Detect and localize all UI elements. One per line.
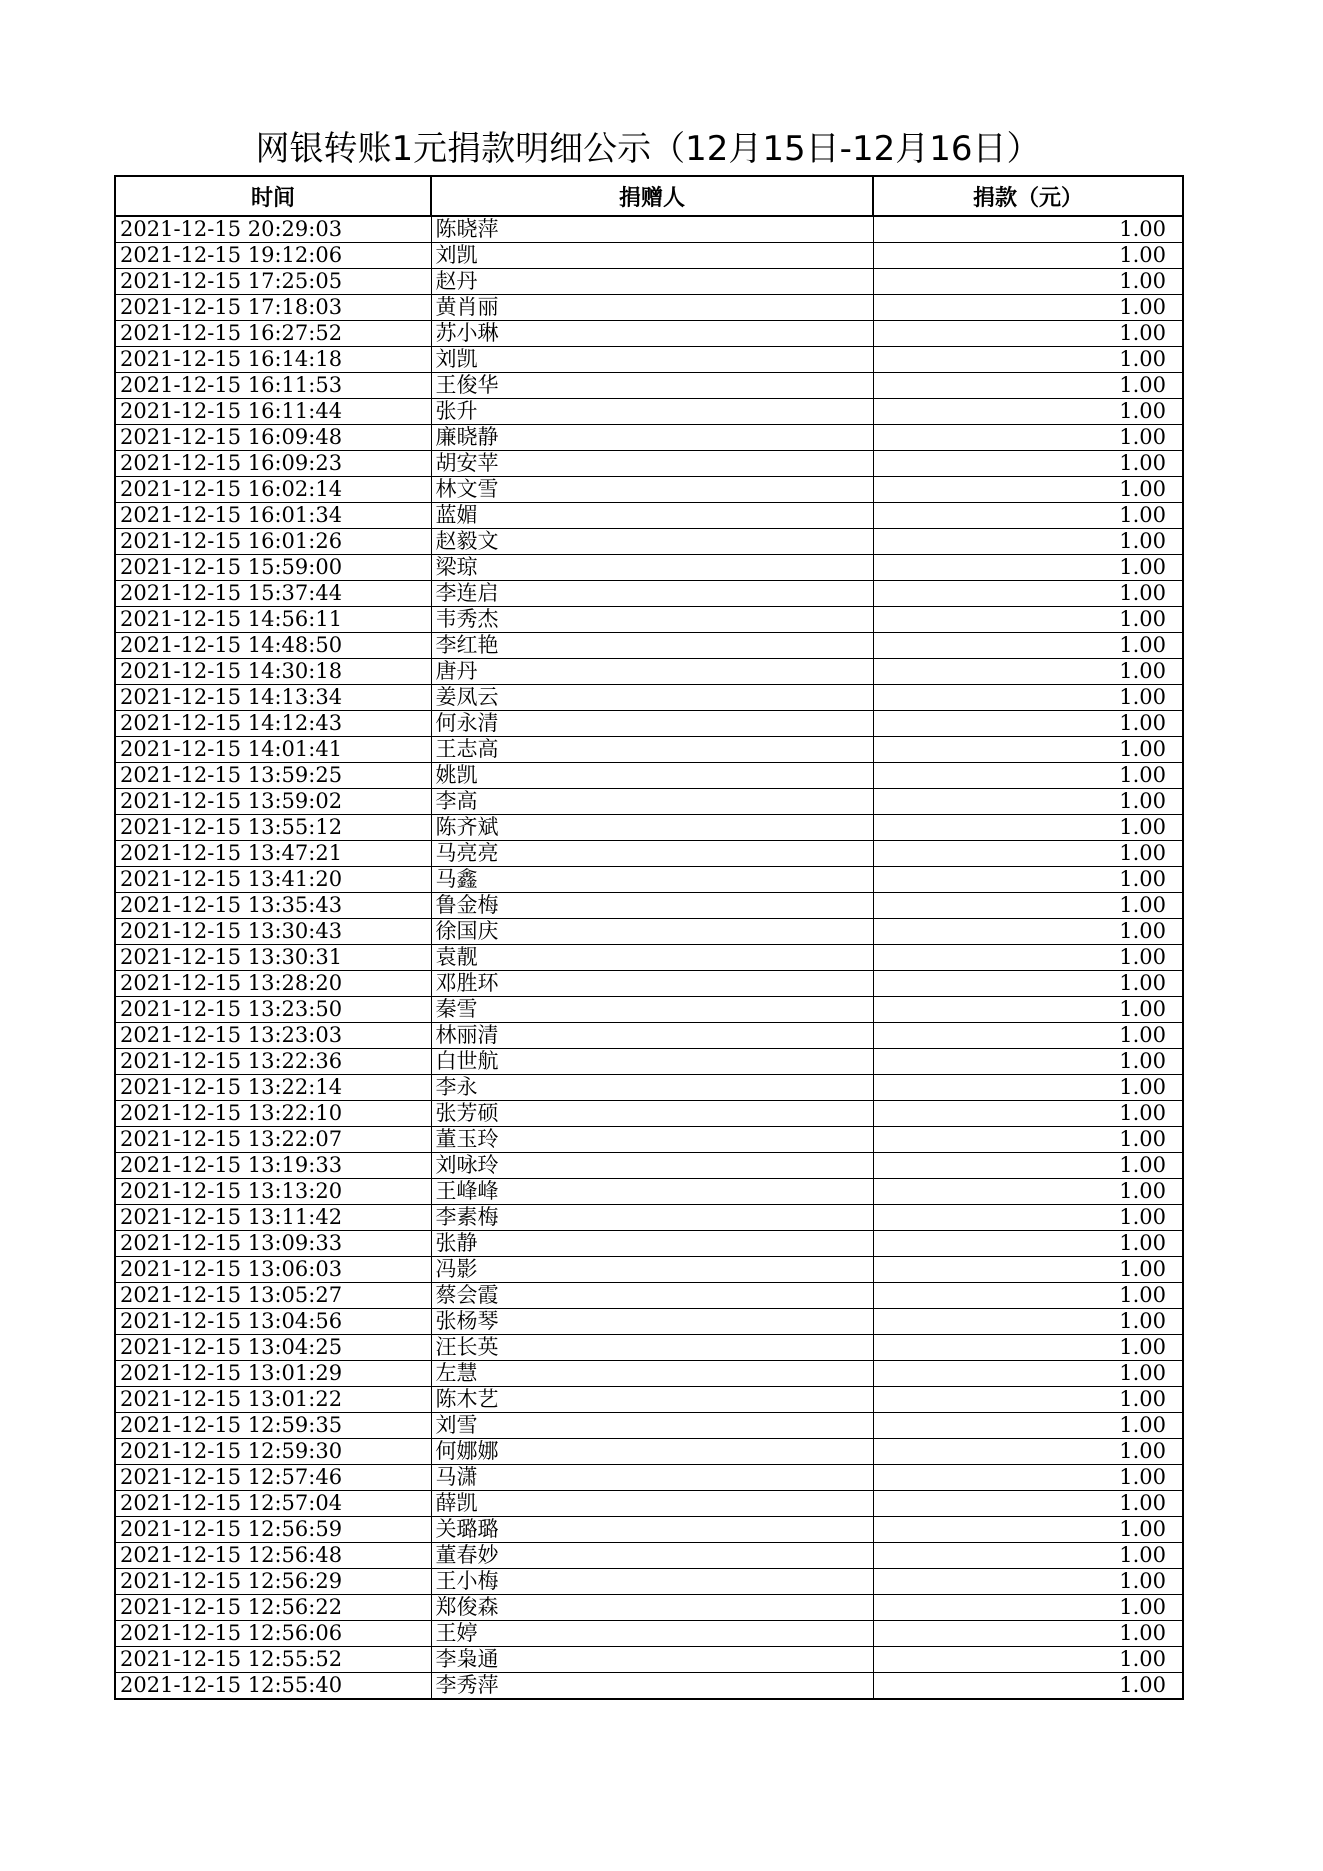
cell-donor: 王婷	[431, 1621, 873, 1647]
cell-donor: 李高	[431, 789, 873, 815]
cell-donor: 韦秀杰	[431, 607, 873, 633]
table-row	[115, 1309, 1183, 1335]
table-row	[115, 1257, 1183, 1283]
cell-donor: 胡安苹	[431, 451, 873, 477]
table-row	[115, 1023, 1183, 1049]
cell-donor: 张静	[431, 1231, 873, 1257]
cell-amount: 1.00	[873, 321, 1183, 347]
table-body	[115, 216, 1183, 1699]
cell-donor: 梁琼	[431, 555, 873, 581]
cell-amount: 1.00	[873, 373, 1183, 399]
header-amount: 捐款（元）	[873, 176, 1183, 216]
cell-time: 2021-12-15 13:28:20	[115, 971, 431, 997]
table-row	[115, 1465, 1183, 1491]
cell-time: 2021-12-15 13:22:14	[115, 1075, 431, 1101]
cell-amount: 1.00	[873, 1361, 1183, 1387]
cell-time: 2021-12-15 13:19:33	[115, 1153, 431, 1179]
cell-amount: 1.00	[873, 815, 1183, 841]
table-row	[115, 1621, 1183, 1647]
cell-amount: 1.00	[873, 216, 1183, 243]
cell-time: 2021-12-15 12:56:22	[115, 1595, 431, 1621]
table-row	[115, 1049, 1183, 1075]
cell-donor: 王小梅	[431, 1569, 873, 1595]
cell-amount: 1.00	[873, 243, 1183, 269]
cell-donor: 姚凯	[431, 763, 873, 789]
cell-time: 2021-12-15 12:57:46	[115, 1465, 431, 1491]
cell-donor: 刘凯	[431, 347, 873, 373]
cell-time: 2021-12-15 13:35:43	[115, 893, 431, 919]
cell-amount: 1.00	[873, 399, 1183, 425]
cell-amount: 1.00	[873, 1231, 1183, 1257]
cell-amount: 1.00	[873, 1075, 1183, 1101]
cell-amount: 1.00	[873, 1595, 1183, 1621]
cell-donor: 马鑫	[431, 867, 873, 893]
cell-time: 2021-12-15 13:22:10	[115, 1101, 431, 1127]
table-row	[115, 347, 1183, 373]
table-header-row	[115, 176, 1183, 216]
cell-amount: 1.00	[873, 1647, 1183, 1673]
cell-donor: 邓胜环	[431, 971, 873, 997]
cell-amount: 1.00	[873, 1257, 1183, 1283]
cell-time: 2021-12-15 16:01:26	[115, 529, 431, 555]
cell-amount: 1.00	[873, 997, 1183, 1023]
cell-time: 2021-12-15 14:48:50	[115, 633, 431, 659]
table-row	[115, 1075, 1183, 1101]
cell-time: 2021-12-15 16:27:52	[115, 321, 431, 347]
cell-time: 2021-12-15 17:18:03	[115, 295, 431, 321]
cell-amount: 1.00	[873, 607, 1183, 633]
cell-donor: 陈齐斌	[431, 815, 873, 841]
table-row	[115, 633, 1183, 659]
cell-amount: 1.00	[873, 1049, 1183, 1075]
cell-amount: 1.00	[873, 1205, 1183, 1231]
cell-donor: 刘咏玲	[431, 1153, 873, 1179]
cell-amount: 1.00	[873, 1179, 1183, 1205]
cell-time: 2021-12-15 13:09:33	[115, 1231, 431, 1257]
cell-time: 2021-12-15 13:01:22	[115, 1387, 431, 1413]
table-row	[115, 1231, 1183, 1257]
table-row	[115, 1673, 1183, 1700]
cell-time: 2021-12-15 13:30:31	[115, 945, 431, 971]
table-row	[115, 1127, 1183, 1153]
table-row	[115, 581, 1183, 607]
cell-time: 2021-12-15 16:14:18	[115, 347, 431, 373]
cell-amount: 1.00	[873, 1387, 1183, 1413]
table-row	[115, 945, 1183, 971]
cell-time: 2021-12-15 13:01:29	[115, 1361, 431, 1387]
cell-amount: 1.00	[873, 1023, 1183, 1049]
cell-time: 2021-12-15 20:29:03	[115, 216, 431, 243]
cell-donor: 袁靓	[431, 945, 873, 971]
table-row	[115, 451, 1183, 477]
cell-amount: 1.00	[873, 451, 1183, 477]
cell-amount: 1.00	[873, 1439, 1183, 1465]
cell-donor: 廉晓静	[431, 425, 873, 451]
cell-amount: 1.00	[873, 295, 1183, 321]
table-row	[115, 555, 1183, 581]
cell-donor: 赵丹	[431, 269, 873, 295]
cell-time: 2021-12-15 15:37:44	[115, 581, 431, 607]
cell-amount: 1.00	[873, 711, 1183, 737]
table-row	[115, 477, 1183, 503]
cell-donor: 关璐璐	[431, 1517, 873, 1543]
cell-time: 2021-12-15 16:02:14	[115, 477, 431, 503]
cell-amount: 1.00	[873, 529, 1183, 555]
cell-amount: 1.00	[873, 659, 1183, 685]
cell-time: 2021-12-15 16:01:34	[115, 503, 431, 529]
cell-donor: 黄肖丽	[431, 295, 873, 321]
page-title: 网银转账1元捐款明细公示（12月15日-12月16日）	[255, 129, 1041, 169]
cell-amount: 1.00	[873, 763, 1183, 789]
cell-donor: 陈木艺	[431, 1387, 873, 1413]
table-row	[115, 269, 1183, 295]
table-row	[115, 1413, 1183, 1439]
table-row	[115, 789, 1183, 815]
table-row	[115, 919, 1183, 945]
cell-time: 2021-12-15 14:30:18	[115, 659, 431, 685]
cell-time: 2021-12-15 12:56:59	[115, 1517, 431, 1543]
table-row	[115, 997, 1183, 1023]
cell-time: 2021-12-15 16:09:48	[115, 425, 431, 451]
table-row	[115, 1179, 1183, 1205]
table-row	[115, 1543, 1183, 1569]
table-row	[115, 216, 1183, 243]
cell-time: 2021-12-15 13:41:20	[115, 867, 431, 893]
table-row	[115, 1205, 1183, 1231]
cell-time: 2021-12-15 16:11:44	[115, 399, 431, 425]
table-row	[115, 607, 1183, 633]
donation-table	[114, 175, 1184, 1700]
cell-donor: 薛凯	[431, 1491, 873, 1517]
cell-amount: 1.00	[873, 945, 1183, 971]
cell-donor: 郑俊森	[431, 1595, 873, 1621]
table-row	[115, 425, 1183, 451]
table-row	[115, 1153, 1183, 1179]
table-row	[115, 1517, 1183, 1543]
cell-donor: 陈晓萍	[431, 216, 873, 243]
cell-donor: 林丽清	[431, 1023, 873, 1049]
cell-donor: 刘凯	[431, 243, 873, 269]
cell-time: 2021-12-15 16:11:53	[115, 373, 431, 399]
cell-donor: 李红艳	[431, 633, 873, 659]
cell-time: 2021-12-15 13:22:36	[115, 1049, 431, 1075]
cell-donor: 李秀萍	[431, 1673, 873, 1700]
table-row	[115, 399, 1183, 425]
cell-amount: 1.00	[873, 789, 1183, 815]
cell-amount: 1.00	[873, 1569, 1183, 1595]
table-row	[115, 737, 1183, 763]
cell-time: 2021-12-15 13:30:43	[115, 919, 431, 945]
cell-amount: 1.00	[873, 893, 1183, 919]
cell-donor: 鲁金梅	[431, 893, 873, 919]
header-donor: 捐赠人	[431, 176, 873, 216]
cell-donor: 马潇	[431, 1465, 873, 1491]
cell-amount: 1.00	[873, 1283, 1183, 1309]
table-row	[115, 1569, 1183, 1595]
table-row	[115, 1283, 1183, 1309]
cell-donor: 马亮亮	[431, 841, 873, 867]
cell-donor: 姜凤云	[431, 685, 873, 711]
cell-time: 2021-12-15 12:55:40	[115, 1673, 431, 1700]
cell-donor: 李枭通	[431, 1647, 873, 1673]
cell-time: 2021-12-15 13:47:21	[115, 841, 431, 867]
cell-amount: 1.00	[873, 269, 1183, 295]
cell-time: 2021-12-15 13:04:25	[115, 1335, 431, 1361]
cell-amount: 1.00	[873, 633, 1183, 659]
cell-donor: 林文雪	[431, 477, 873, 503]
cell-time: 2021-12-15 12:57:04	[115, 1491, 431, 1517]
cell-donor: 徐国庆	[431, 919, 873, 945]
cell-amount: 1.00	[873, 425, 1183, 451]
cell-time: 2021-12-15 15:59:00	[115, 555, 431, 581]
cell-donor: 王峰峰	[431, 1179, 873, 1205]
table-row	[115, 841, 1183, 867]
cell-donor: 李素梅	[431, 1205, 873, 1231]
header-time: 时间	[115, 176, 431, 216]
cell-donor: 左慧	[431, 1361, 873, 1387]
cell-time: 2021-12-15 13:05:27	[115, 1283, 431, 1309]
cell-time: 2021-12-15 12:59:30	[115, 1439, 431, 1465]
table-row	[115, 1595, 1183, 1621]
table-row	[115, 893, 1183, 919]
cell-time: 2021-12-15 13:59:02	[115, 789, 431, 815]
cell-donor: 王志高	[431, 737, 873, 763]
cell-donor: 蔡会霞	[431, 1283, 873, 1309]
cell-amount: 1.00	[873, 1673, 1183, 1700]
table-row	[115, 1361, 1183, 1387]
cell-time: 2021-12-15 12:56:48	[115, 1543, 431, 1569]
cell-donor: 唐丹	[431, 659, 873, 685]
cell-time: 2021-12-15 13:11:42	[115, 1205, 431, 1231]
cell-time: 2021-12-15 13:55:12	[115, 815, 431, 841]
table-row	[115, 1387, 1183, 1413]
cell-time: 2021-12-15 12:56:29	[115, 1569, 431, 1595]
cell-time: 2021-12-15 14:12:43	[115, 711, 431, 737]
cell-time: 2021-12-15 12:56:06	[115, 1621, 431, 1647]
cell-amount: 1.00	[873, 1413, 1183, 1439]
cell-amount: 1.00	[873, 1309, 1183, 1335]
cell-amount: 1.00	[873, 1491, 1183, 1517]
table-row	[115, 815, 1183, 841]
table-row	[115, 867, 1183, 893]
cell-time: 2021-12-15 12:59:35	[115, 1413, 431, 1439]
cell-amount: 1.00	[873, 685, 1183, 711]
cell-amount: 1.00	[873, 477, 1183, 503]
cell-time: 2021-12-15 14:01:41	[115, 737, 431, 763]
table-row	[115, 321, 1183, 347]
table-row	[115, 503, 1183, 529]
cell-donor: 刘雪	[431, 1413, 873, 1439]
cell-amount: 1.00	[873, 1335, 1183, 1361]
table-row	[115, 243, 1183, 269]
cell-time: 2021-12-15 13:23:03	[115, 1023, 431, 1049]
cell-donor: 汪长英	[431, 1335, 873, 1361]
table-row	[115, 373, 1183, 399]
table-row	[115, 529, 1183, 555]
cell-time: 2021-12-15 14:56:11	[115, 607, 431, 633]
cell-donor: 张杨琴	[431, 1309, 873, 1335]
cell-amount: 1.00	[873, 737, 1183, 763]
table-row	[115, 1335, 1183, 1361]
cell-donor: 冯影	[431, 1257, 873, 1283]
cell-amount: 1.00	[873, 867, 1183, 893]
cell-donor: 张升	[431, 399, 873, 425]
cell-donor: 董春妙	[431, 1543, 873, 1569]
cell-donor: 赵毅文	[431, 529, 873, 555]
table-row	[115, 1491, 1183, 1517]
table-row	[115, 1101, 1183, 1127]
table-row	[115, 659, 1183, 685]
cell-donor: 董玉玲	[431, 1127, 873, 1153]
cell-time: 2021-12-15 13:06:03	[115, 1257, 431, 1283]
cell-amount: 1.00	[873, 1127, 1183, 1153]
cell-time: 2021-12-15 13:04:56	[115, 1309, 431, 1335]
cell-donor: 秦雪	[431, 997, 873, 1023]
cell-donor: 李连启	[431, 581, 873, 607]
cell-time: 2021-12-15 17:25:05	[115, 269, 431, 295]
cell-donor: 蓝媚	[431, 503, 873, 529]
table-row	[115, 1647, 1183, 1673]
cell-time: 2021-12-15 13:23:50	[115, 997, 431, 1023]
cell-time: 2021-12-15 19:12:06	[115, 243, 431, 269]
cell-amount: 1.00	[873, 1465, 1183, 1491]
cell-amount: 1.00	[873, 581, 1183, 607]
cell-donor: 张芳硕	[431, 1101, 873, 1127]
cell-amount: 1.00	[873, 1621, 1183, 1647]
cell-time: 2021-12-15 13:59:25	[115, 763, 431, 789]
cell-amount: 1.00	[873, 971, 1183, 997]
table-row	[115, 295, 1183, 321]
cell-donor: 王俊华	[431, 373, 873, 399]
cell-amount: 1.00	[873, 1153, 1183, 1179]
cell-time: 2021-12-15 14:13:34	[115, 685, 431, 711]
cell-amount: 1.00	[873, 503, 1183, 529]
table-row	[115, 763, 1183, 789]
cell-time: 2021-12-15 12:55:52	[115, 1647, 431, 1673]
cell-amount: 1.00	[873, 1101, 1183, 1127]
cell-amount: 1.00	[873, 555, 1183, 581]
cell-donor: 何娜娜	[431, 1439, 873, 1465]
table-row	[115, 711, 1183, 737]
table-row	[115, 685, 1183, 711]
cell-time: 2021-12-15 16:09:23	[115, 451, 431, 477]
cell-donor: 李永	[431, 1075, 873, 1101]
cell-donor: 苏小琳	[431, 321, 873, 347]
cell-amount: 1.00	[873, 1517, 1183, 1543]
cell-amount: 1.00	[873, 841, 1183, 867]
cell-donor: 何永清	[431, 711, 873, 737]
cell-amount: 1.00	[873, 347, 1183, 373]
cell-amount: 1.00	[873, 919, 1183, 945]
table-row	[115, 971, 1183, 997]
cell-time: 2021-12-15 13:13:20	[115, 1179, 431, 1205]
table-row	[115, 1439, 1183, 1465]
cell-amount: 1.00	[873, 1543, 1183, 1569]
cell-donor: 白世航	[431, 1049, 873, 1075]
cell-time: 2021-12-15 13:22:07	[115, 1127, 431, 1153]
